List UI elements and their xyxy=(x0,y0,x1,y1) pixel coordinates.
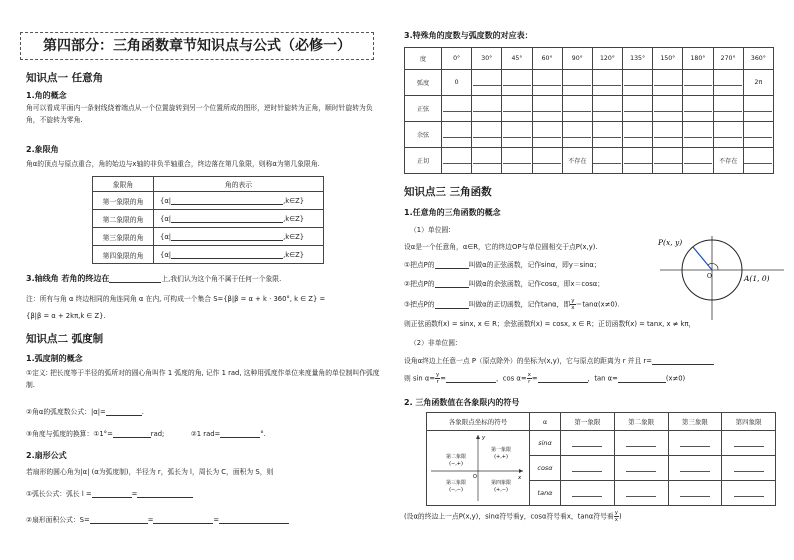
angle-concept-text: 角可以看成平面内一条射线绕着端点从一个位置旋转到另一个位置所成的图形，逆时针旋转为正角，顺时针旋转为负角，不旋转为零角. xyxy=(26,104,373,124)
sign-table-header: 各象限点坐标的符号 xyxy=(427,413,530,431)
answer-blank[interactable] xyxy=(171,250,283,259)
degree-header: 270° xyxy=(713,48,743,70)
answer-blank[interactable] xyxy=(713,70,743,96)
x-over-r-fraction: $\frac{x}{r}$ xyxy=(527,372,531,385)
quadrant-angle-text: 角α的顶点与原点重合，角的始边与x轴的非负半轴重合，终边落在第几象限，则称α为第几象限角. xyxy=(26,160,320,168)
tan-ratio-text: ，tan α= xyxy=(587,374,618,383)
answer-blank[interactable] xyxy=(653,122,683,148)
unit-circle-intro: 设α是一个任意角，α∈R，它的终边OP与单位圆相交于点P(x,y). xyxy=(404,243,598,251)
subheading-quadrant-angle: 2.象限角 xyxy=(26,145,59,154)
cos-ratio-text: ，cos α= xyxy=(496,374,527,383)
sector-intro: 若扇形的圆心角为|α| (α为弧度制)，半径为 r，弧长为 l，周长为 C，面积为 S，则 xyxy=(26,468,274,476)
quadrant-sign-diagram-cell xyxy=(427,431,530,506)
answer-blank[interactable] xyxy=(502,96,532,122)
answer-blank[interactable] xyxy=(592,148,622,174)
x-label: x xyxy=(518,475,522,481)
answer-blank[interactable] xyxy=(668,456,722,481)
answer-blank[interactable] xyxy=(502,148,532,174)
answer-blank[interactable] xyxy=(653,148,683,174)
quadrant-table-header: 象限角 xyxy=(93,177,154,192)
subheading-trig-concept: 1.任意角的三角函数的概念 xyxy=(404,208,501,217)
sin-ratio-text: 则 sin α= xyxy=(404,374,436,383)
answer-blank[interactable] xyxy=(652,356,714,365)
table-row xyxy=(93,228,324,246)
table-row xyxy=(405,96,774,122)
answer-blank[interactable] xyxy=(713,122,743,148)
table-row xyxy=(93,246,324,264)
subheading-radian-concept: 1.弧度制的概念 xyxy=(26,354,83,363)
answer-blank[interactable] xyxy=(446,374,496,383)
answer-blank[interactable] xyxy=(532,96,562,122)
answer-blank[interactable] xyxy=(92,489,132,498)
answer-blank[interactable] xyxy=(106,407,142,416)
radian-formula-line xyxy=(26,406,144,418)
set-open: {α| xyxy=(160,197,172,205)
answer-blank[interactable] xyxy=(683,122,713,148)
answer-blank[interactable] xyxy=(623,96,653,122)
answer-blank[interactable] xyxy=(113,429,151,438)
answer-blank[interactable] xyxy=(683,70,713,96)
cosine-def-text-end: 叫做α的余弦函数，记作cosα，即x＝cosα； xyxy=(468,280,605,288)
degree-header: 180° xyxy=(683,48,713,70)
q2-label: 第二象限 xyxy=(445,454,467,460)
cosine-def-line xyxy=(404,278,604,290)
answer-blank[interactable] xyxy=(722,431,776,456)
conversion-unit-2: °. xyxy=(260,430,266,438)
sign-func-label: sinα xyxy=(530,431,561,456)
answer-blank[interactable] xyxy=(668,431,722,456)
answer-blank[interactable] xyxy=(153,515,213,524)
answer-blank[interactable] xyxy=(653,96,683,122)
answer-blank[interactable] xyxy=(171,196,283,205)
set-close: ,k∈Z} xyxy=(283,197,305,205)
quadrant-label: 第四象限的角 xyxy=(93,246,154,264)
cosine-def-text: ②把点P的 xyxy=(404,280,435,288)
tan-condition: (x≠0) xyxy=(665,374,686,383)
point-p-label: P(x, y) xyxy=(658,238,683,247)
sign-rule-text: (设α的终边上一点P(x,y)，sinα符号看y，cosα符号看x，tanα符号看 xyxy=(404,512,614,521)
trig-functions-summary: 则正弦函数f(x) = sinx, x ∈ R；余弦函数f(x) = cosx, x ∈ R；正切函数f(x) = tanx, x ≠ kπ， xyxy=(404,320,696,328)
conversion-unit: rad; xyxy=(150,430,165,438)
axis-angle-line xyxy=(26,273,281,285)
sign-table-header: 第四象限 xyxy=(722,413,776,431)
answer-blank[interactable] xyxy=(722,481,776,506)
answer-blank[interactable] xyxy=(219,515,289,524)
q4-sign: (+,−) xyxy=(494,487,508,493)
q3-sign: (−,−) xyxy=(449,487,463,493)
answer-blank[interactable] xyxy=(668,481,722,506)
answer-blank[interactable] xyxy=(562,122,592,148)
answer-blank[interactable] xyxy=(561,431,615,456)
answer-blank[interactable] xyxy=(713,96,743,122)
sign-table-header: 第三象限 xyxy=(668,413,722,431)
x-arrow-icon xyxy=(519,469,523,473)
sign-table xyxy=(426,412,776,506)
conversion-text-2: ②1 rad= xyxy=(190,430,221,438)
arc-length-line xyxy=(26,488,193,500)
answer-blank[interactable] xyxy=(614,456,668,481)
answer-blank[interactable] xyxy=(538,374,588,383)
answer-blank[interactable] xyxy=(743,96,773,122)
answer-blank[interactable] xyxy=(623,122,653,148)
q4-label: 第四象限 xyxy=(490,480,512,486)
equals-sign: = xyxy=(213,516,220,524)
tangent-def-text-mid: 叫做α的正切函数，记作tanα，即 xyxy=(468,300,571,309)
quadrant-sign-diagram xyxy=(427,431,529,503)
answer-blank[interactable] xyxy=(532,148,562,174)
answer-blank[interactable] xyxy=(472,96,502,122)
table-row xyxy=(405,70,774,96)
quadrant-table-header: 角的表示 xyxy=(154,177,324,192)
q1-sign: (+,+) xyxy=(494,454,508,460)
quadrant-table xyxy=(92,176,324,264)
answer-blank[interactable] xyxy=(614,431,668,456)
page-title: 第四部分：三角函数章节知识点与公式（必修一） xyxy=(20,32,374,60)
row-label: 正弦 xyxy=(405,96,442,122)
equals-sign: = xyxy=(131,490,138,498)
section-heading-k1: 知识点一 任意角 xyxy=(26,72,104,84)
radian-formula-text: ②角α的弧度数公式：|α|= xyxy=(26,408,106,416)
answer-blank[interactable] xyxy=(683,148,713,174)
set-close: ,k∈Z} xyxy=(283,251,305,259)
subheading-sign: 2. 三角函数值在各象限内的符号 xyxy=(404,398,520,407)
sign-table-header: α xyxy=(530,413,561,431)
answer-blank[interactable] xyxy=(435,260,469,269)
answer-blank[interactable] xyxy=(562,70,592,96)
table-row xyxy=(93,210,324,228)
answer-blank[interactable] xyxy=(435,279,469,288)
sign-table-header: 第一象限 xyxy=(561,413,615,431)
table-cell-value: 不存在 xyxy=(562,148,592,174)
table-cell-value: 2π xyxy=(743,70,773,96)
terminal-side xyxy=(693,247,712,270)
y-over-x-fraction: $\frac{y}{x}$ xyxy=(571,298,575,311)
answer-blank[interactable] xyxy=(561,481,615,506)
subheading-sector: 2.扇形公式 xyxy=(26,451,67,460)
degree-header: 120° xyxy=(592,48,622,70)
answer-blank[interactable] xyxy=(137,489,193,498)
table-row xyxy=(405,122,774,148)
degree-header: 150° xyxy=(653,48,683,70)
answer-blank[interactable] xyxy=(592,70,622,96)
subheading-angle-concept: 1.角的概念 xyxy=(26,91,67,100)
tangent-def-line xyxy=(404,298,619,311)
q1-label: 第一象限 xyxy=(490,447,512,453)
y-label: y xyxy=(482,435,486,441)
q3-label: 第三象限 xyxy=(445,480,467,486)
answer-blank[interactable] xyxy=(171,232,283,241)
answer-blank[interactable] xyxy=(592,96,622,122)
row-label: 正切 xyxy=(405,148,442,174)
answer-blank[interactable] xyxy=(472,148,502,174)
quadrant-label: 第二象限的角 xyxy=(93,210,154,228)
axis-angle-text: 3.轴线角 若角的终边在 xyxy=(26,274,110,283)
conversion-text: ③角度与弧度的换算：①1°= xyxy=(26,430,113,438)
table-row xyxy=(405,148,774,174)
answer-blank[interactable] xyxy=(220,429,260,438)
sign-func-label: tanα xyxy=(530,481,561,506)
answer-blank[interactable] xyxy=(442,148,472,174)
answer-blank[interactable] xyxy=(502,122,532,148)
answer-blank[interactable] xyxy=(502,70,532,96)
non-unit-intro xyxy=(404,355,714,367)
degree-header: 90° xyxy=(562,48,592,70)
point-a-label: A(1, 0) xyxy=(744,274,770,283)
answer-blank[interactable] xyxy=(435,300,469,309)
row-label: 弧度 xyxy=(405,70,442,96)
origin-label: O xyxy=(473,474,477,480)
answer-blank[interactable] xyxy=(472,70,502,96)
section-heading-k3: 知识点三 三角函数 xyxy=(404,186,492,198)
non-unit-text: 设角α终边上任意一点 P（原点除外）的坐标为(x,y)，它与原点的距离为 r 并且 r= xyxy=(404,357,652,365)
answer-blank[interactable] xyxy=(171,214,283,223)
degree-header: 135° xyxy=(623,48,653,70)
table-row xyxy=(427,431,776,456)
answer-blank[interactable] xyxy=(561,456,615,481)
answer-blank[interactable] xyxy=(442,96,472,122)
y-arrow-icon xyxy=(476,435,480,439)
sign-rule-end: ) xyxy=(618,512,622,521)
unit-circle-diagram xyxy=(656,232,786,322)
degree-header: 360° xyxy=(743,48,773,70)
degree-header: 0° xyxy=(442,48,472,70)
radian-definition: ①定义: 把长度等于半径的弧所对的圆心角叫作 1 弧度的角, 记作 1 rad, 这种用弧度作单位来度量角的单位制叫作弧度制. xyxy=(26,369,380,389)
sign-rule-footer xyxy=(404,510,622,523)
answer-blank[interactable] xyxy=(90,515,148,524)
sine-def-line xyxy=(404,259,601,271)
coterminal-note: 注：所有与角 α 终边相同的角连同角 α 在内, 可构成一个集合 S={β|β = α + k · 360°, k ∈ Z} = xyxy=(26,295,326,303)
table-row xyxy=(93,192,324,210)
sector-area-line xyxy=(26,514,289,526)
arc-length-text: ①弧长公式：弧长 l = xyxy=(26,490,92,498)
row-label-header: 度 xyxy=(405,48,442,70)
non-unit-circle-label: （2）非单位圆: xyxy=(410,339,458,347)
axis-angle-text-end: 上,我们认为这个角不属于任何一个象限. xyxy=(161,275,282,283)
row-label: 余弦 xyxy=(405,122,442,148)
table-cell-value: 不存在 xyxy=(713,148,743,174)
equals-sign: = xyxy=(147,516,154,524)
answer-blank[interactable] xyxy=(653,70,683,96)
set-open: {α| xyxy=(160,215,172,223)
set-close: ,k∈Z} xyxy=(283,215,305,223)
y-over-r-fraction: $\frac{y}{r}$ xyxy=(436,372,440,385)
quadrant-label: 第一象限的角 xyxy=(93,192,154,210)
answer-blank[interactable] xyxy=(623,148,653,174)
answer-blank[interactable] xyxy=(614,481,668,506)
answer-blank[interactable] xyxy=(743,122,773,148)
sine-def-text: ①把点P的 xyxy=(404,261,435,269)
set-close: ,k∈Z} xyxy=(283,233,305,241)
sign-func-label: cosα xyxy=(530,456,561,481)
answer-blank[interactable] xyxy=(623,70,653,96)
conversion-line xyxy=(26,428,266,440)
degree-header: 60° xyxy=(532,48,562,70)
degree-header: 30° xyxy=(472,48,502,70)
unit-circle-label: （1）单位圆: xyxy=(410,226,451,234)
answer-blank[interactable] xyxy=(743,148,773,174)
degree-header: 45° xyxy=(502,48,532,70)
set-open: {α| xyxy=(160,233,172,241)
tangent-def-text: ③把点P的 xyxy=(404,300,435,309)
sector-area-text: ②扇形面积公式：S= xyxy=(26,516,90,524)
special-angle-table xyxy=(404,47,774,174)
answer-blank[interactable] xyxy=(532,122,562,148)
coterminal-note-2: {β|β = α + 2kπ,k ∈ Z}. xyxy=(26,312,106,320)
q2-sign: (−,+) xyxy=(449,461,463,467)
sine-def-text-end: 叫做α的正弦函数，记作sinα，即y＝sinα； xyxy=(468,261,601,269)
answer-blank[interactable] xyxy=(592,122,622,148)
answer-blank[interactable] xyxy=(618,374,666,383)
answer-blank[interactable] xyxy=(562,96,592,122)
answer-blank[interactable] xyxy=(683,96,713,122)
y-over-x-fraction: $\frac{y}{x}$ xyxy=(614,510,618,523)
ratio-definitions: 则 sin α= $\frac{y}{r}$ = ，cos α= $\frac{x}{r}$ = ，tan α= (x≠0) xyxy=(404,372,686,385)
origin-label: O xyxy=(707,273,712,280)
answer-blank[interactable] xyxy=(532,70,562,96)
quadrant-label: 第三象限的角 xyxy=(93,228,154,246)
table-cell-value: 0 xyxy=(442,70,472,96)
degree-header-row xyxy=(405,48,774,70)
answer-blank[interactable] xyxy=(722,456,776,481)
answer-blank[interactable] xyxy=(442,122,472,148)
set-open: {α| xyxy=(160,251,172,259)
answer-blank[interactable] xyxy=(109,274,161,283)
answer-blank[interactable] xyxy=(472,122,502,148)
special-angle-table-title: 3.特殊角的度数与弧度数的对应表： xyxy=(404,31,533,40)
sign-table-header: 第二象限 xyxy=(614,413,668,431)
section-heading-k2: 知识点二 弧度制 xyxy=(26,333,104,345)
radian-formula-end: . xyxy=(141,408,144,416)
tangent-def-text-end: ＝tanα(x≠0). xyxy=(575,300,620,309)
